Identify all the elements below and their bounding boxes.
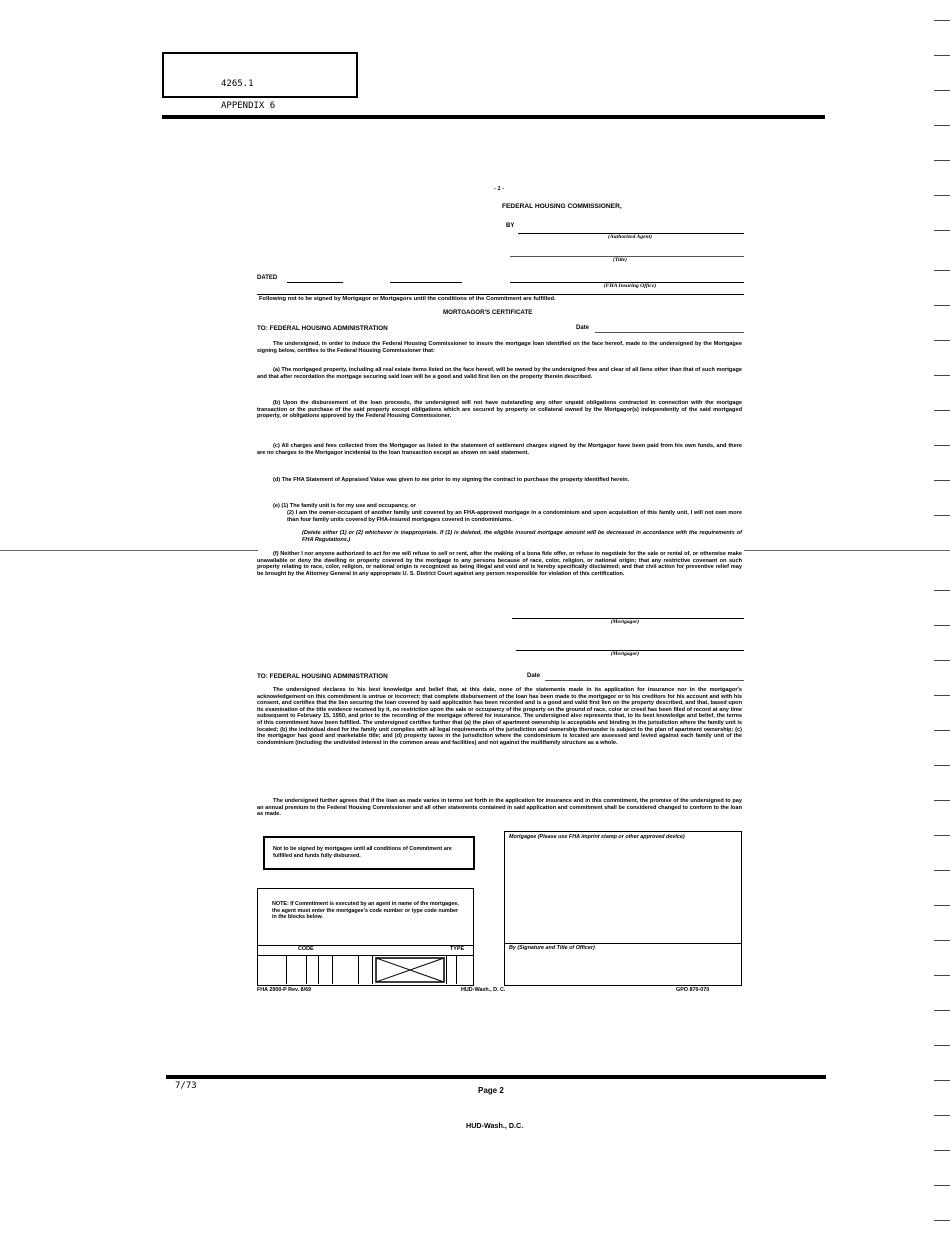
form-number: FHA 2900-P Rev. 8/69 bbox=[257, 987, 312, 993]
gpo-number: GPO 870-070 bbox=[676, 987, 710, 993]
type-label: TYPE bbox=[450, 946, 465, 952]
mortgagor-intro: The undersigned, in order to induce the Federal Housing Commissioner to insure the mortgage loan identified on the face hereof, made to the undersigned by the Mortgagee signing below, certifies to the Federal Housing Commissioner that: bbox=[257, 341, 742, 354]
insuring-office-caption: (FHA Insuring Office) bbox=[603, 283, 657, 289]
mortgagor-date-label: Date bbox=[576, 325, 590, 331]
mortgagor-para-e-note: (Delete either (1) or (2) whichever is inappropriate. If (1) is deleted, the eligible insured mortgage amount will be decreased in accordance with the requirements of FHA Regulations.) bbox=[302, 530, 742, 543]
mortgagee-to-fha: TO: FEDERAL HOUSING ADMINISTRATION bbox=[257, 673, 388, 680]
mortgagor-caption-2: (Mortgagor) bbox=[610, 651, 640, 657]
code-cell-divider-2 bbox=[306, 955, 307, 984]
code-cell-divider-7 bbox=[446, 955, 447, 984]
mortgagor-date-line bbox=[595, 332, 744, 333]
crossed-out-cell bbox=[375, 957, 445, 983]
mortgagor-to-fha: TO: FEDERAL HOUSING ADMINISTRATION bbox=[257, 325, 388, 332]
authorized-agent-caption: (Authorized Agent) bbox=[607, 234, 653, 240]
page-fold-line-left bbox=[0, 550, 258, 551]
mortgagor-para-a: (a) The mortgaged property, including all real estate items listed on the face hereof, will be owned by the undersigned free and clear of all liens other than that of such mortgage and that after recordation the mortgage securing said loan will be a good and valid first lien on the property therein described. bbox=[257, 367, 742, 380]
agent-note-box bbox=[257, 888, 474, 986]
not-signed-note: Not to be signed by mortgagee until all conditions of Commitment are fulfilled and funds fully disbursed. bbox=[273, 846, 452, 859]
mortgagor-para-d: (d) The FHA Statement of Appraised Value was given to me prior to my signing the contract to purchase the property identified herein. bbox=[273, 477, 630, 483]
commissioner-heading: FEDERAL HOUSING COMMISSIONER, bbox=[502, 203, 622, 210]
signature-block-rule bbox=[257, 294, 744, 295]
mortgagee-stamp-box bbox=[504, 831, 742, 986]
mortgagee-stamp-label: Mortgagee (Please use FHA imprint stamp or other approved device) bbox=[509, 834, 685, 840]
officer-signature-label: By (Signature and Title of Officer) bbox=[509, 945, 595, 951]
code-cell-divider-1 bbox=[286, 955, 287, 984]
appendix-label: APPENDIX 6 bbox=[221, 101, 276, 111]
footer-date: 7/73 bbox=[175, 1081, 197, 1091]
code-label: CODE bbox=[298, 946, 314, 952]
mortgagor-para-c: (c) All charges and fees collected from the Mortgagor as listed in the statement of settlement charges signed by the Mortgagor have been paid from his own funds, and there are no charges to the Mortgagor incidental to the loan transaction except as shown on said statement. bbox=[257, 443, 742, 456]
title-caption: (Title) bbox=[612, 257, 628, 263]
code-cell-divider-3 bbox=[318, 955, 319, 984]
footer-rule bbox=[166, 1075, 826, 1079]
mortgagor-certificate-heading: MORTGAGOR'S CERTIFICATE bbox=[443, 309, 533, 316]
doc-number-box bbox=[162, 52, 358, 98]
mortgagor-para-b: (b) Upon the disbursement of the loan proceeds, the undersigned will not have outstanding any other unpaid obligations contracted in connection with the mortgage transaction or the purchase of the said property except obligations which are secured by property or collateral owned by the Mortgagor(s) independently of the said mortgaged property, or obligations approved by the Federal Housing Commissioner. bbox=[257, 400, 742, 420]
mortgagor-para-e2: (2) I am the owner-occupant of another family unit covered by an FHA-approved mortgage in a condominium and upon acquisition of this family unit, I will not own more than four family units covered by FHA-insured mortgages covered in condominiums. bbox=[287, 510, 742, 523]
dated-label: DATED bbox=[257, 275, 278, 281]
mortgagee-date-line bbox=[545, 680, 744, 681]
doc-number: 4265.1 bbox=[221, 79, 254, 89]
not-signed-box bbox=[263, 836, 475, 870]
footer-page: Page 2 bbox=[478, 1086, 504, 1095]
code-cell-divider-8 bbox=[456, 955, 457, 984]
mortgagee-para-2: The undersigned further agrees that if the loan as made varies in terms set forth in the application for insurance and in this commitment, the promise of the undersigned to pay an annual premium to the Federal Housing Commissioner and all other statements contained in said application and commitment shall be considered changed to conform to the loan as made. bbox=[257, 798, 742, 818]
mortgagor-caption-1: (Mortgagor) bbox=[610, 619, 640, 625]
mortgagee-box-divider bbox=[505, 943, 741, 944]
dated-line-2 bbox=[390, 282, 462, 283]
code-cell-divider-5 bbox=[358, 955, 359, 984]
code-cell-divider-4 bbox=[332, 955, 333, 984]
form-printer: HUD-Wash., D. C. bbox=[461, 987, 506, 993]
code-cell-divider-6 bbox=[372, 955, 373, 984]
footer-imprint: HUD-Wash., D.C. bbox=[466, 1121, 524, 1130]
mortgagor-para-f: (f) Neither I nor anyone authorized to act for me will refuse to sell or rent, after the making of a bona fide offer, or refuse to negotiate for the sale or rental of, or otherwise make unavailable or deny the dwelling or property covered by the mortgage to any persons because of race, color, religion, or national origin; that any restrictive covenant on such property relating to race, color, religion, or national origin is recognized as being illegal and void and is hereby specifically disclaimed; and that civil action for preventive relief may be brought by the Attorney General in any appropriate U. S. District Court against any person responsible for violation of this certification. bbox=[257, 551, 742, 577]
dated-line-1 bbox=[287, 282, 343, 283]
mortgagor-instruction: Following not to be signed by Mortgagor or Mortgagors until the conditions of the Commitment are fulfilled. bbox=[259, 296, 556, 302]
code-cells-top bbox=[258, 955, 473, 956]
page-fold-line-right bbox=[744, 550, 950, 551]
agent-box-divider bbox=[258, 945, 473, 946]
mortgagee-date-label: Date bbox=[527, 673, 541, 679]
page-marker: - 2 - bbox=[494, 186, 504, 192]
mortgagor-para-e1: (e) (1) The family unit is for my use and occupancy, or bbox=[273, 503, 416, 509]
by-label: BY bbox=[506, 223, 515, 229]
mortgagee-para-1: The undersigned declares to his best knowledge and belief that, at this date, none of the statements made in its application for insurance nor in the mortgagor's acknowledgement on this commitment is untrue or incorrect; that complete disbursement of the loan has been made to the mortgagor or to his creditors for his account and with his consent, and certifies that the lien securing the loan covered by said application has been recorded and is a good and valid first lien on the property described, and that, based upon its examination of the title evidence received by it, no restriction upon the sale or occupancy of the property on the ground of race, color or creed has been filed of record at any time subsequent to February 15, 1950, and prior to the recording of the mortgage offered for insurance. The undersigned also represents that, to its best knowledge and belief, the terms of this commitment have been fulfilled. The undersigned certifies further that (a) the plan of apartment ownership is acceptable and binding in the jurisdiction where the family unit is located; (b) the individual deed for the family unit complies with all legal requirements of the jurisdiction and ownership thereunder is subject to the plan of apartment ownership; (c) the mortgagor has good and marketable title; and (d) property taxes in the jurisdiction where the condominium is located are assessed and levied against each family unit of the condominium (including the undivided interest in the common areas and facilities) and not against the multifamily structure as a whole. bbox=[257, 687, 742, 746]
header-rule bbox=[162, 115, 825, 119]
agent-note: NOTE: If Commitment is executed by an agent in name of the mortgagee, the agent must enter the mortgagee's code number or type code number in the blocks below. bbox=[272, 901, 459, 921]
